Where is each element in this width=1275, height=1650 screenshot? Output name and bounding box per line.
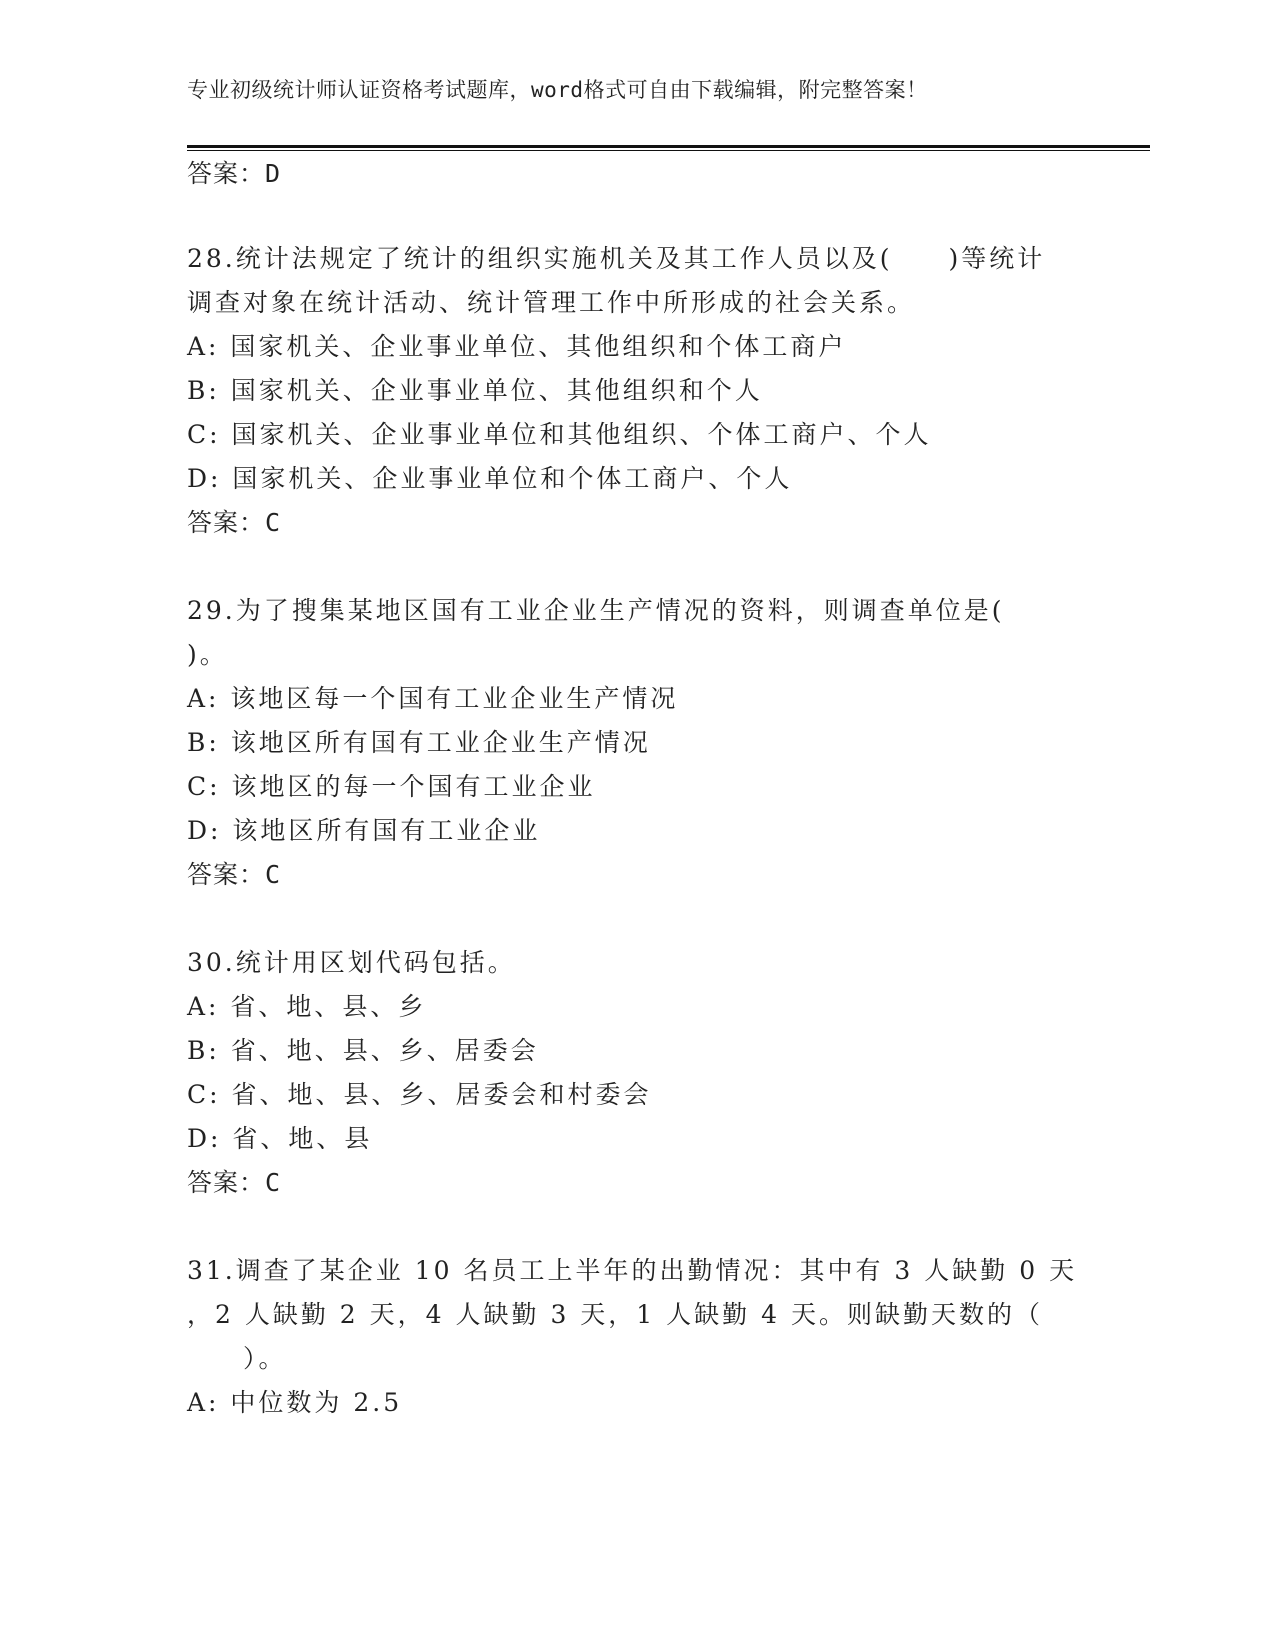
question-28-option-c: C: 国家机关、企业事业单位和其他组织、个体工商户、个人 xyxy=(187,420,932,449)
question-29-option-c: C: 该地区的每一个国有工业企业 xyxy=(187,772,596,801)
question-30-option-b: B: 省、地、县、乡、居委会 xyxy=(187,1036,539,1065)
question-28-option-a: A: 国家机关、企业事业单位、其他组织和个体工商户 xyxy=(187,332,847,361)
question-29-option-b: B: 该地区所有国有工业企业生产情况 xyxy=(187,728,651,757)
question-28-answer: 答案：C xyxy=(187,508,282,537)
question-29-answer: 答案：C xyxy=(187,860,282,889)
question-31-stem-line-1: 31.调查了某企业 10 名员工上半年的出勤情况：其中有 3 人缺勤 0 天 xyxy=(187,1256,1078,1285)
question-30-stem-line-1: 30.统计用区划代码包括。 xyxy=(187,948,516,977)
question-28-stem-line-2: 调查对象在统计活动、统计管理工作中所形成的社会关系。 xyxy=(187,288,916,317)
question-29-stem-line-2: )。 xyxy=(187,640,228,669)
question-30-option-d: D: 省、地、县 xyxy=(187,1124,373,1153)
page-header: 专业初级统计师认证资格考试题库，word格式可自由下载编辑，附完整答案！ xyxy=(187,78,928,102)
question-28-option-b: B: 国家机关、企业事业单位、其他组织和个人 xyxy=(187,376,763,405)
question-29-option-a: A: 该地区每一个国有工业企业生产情况 xyxy=(187,684,679,713)
question-31-option-a: A: 中位数为 2.5 xyxy=(187,1388,403,1417)
header-divider-thin xyxy=(187,150,1150,151)
question-30-option-c: C: 省、地、县、乡、居委会和村委会 xyxy=(187,1080,652,1109)
question-30-option-a: A: 省、地、县、乡 xyxy=(187,992,427,1021)
question-31-stem-line-2: ，2 人缺勤 2 天，4 人缺勤 3 天，1 人缺勤 4 天。则缺勤天数的（ xyxy=(187,1300,1043,1329)
question-31-stem-line-3: ）。 xyxy=(187,1344,287,1373)
question-28-stem-line-1: 28.统计法规定了统计的组织实施机关及其工作人员以及( )等统计 xyxy=(187,244,1046,273)
question-28-option-d: D: 国家机关、企业事业单位和个体工商户、个人 xyxy=(187,464,793,493)
question-30-answer: 答案：C xyxy=(187,1168,282,1197)
header-divider-thick xyxy=(187,145,1150,148)
answer-previous: 答案：D xyxy=(187,159,282,188)
question-29-stem-line-1: 29.为了搜集某地区国有工业企业生产情况的资料，则调查单位是( xyxy=(187,596,1005,625)
question-29-option-d: D: 该地区所有国有工业企业 xyxy=(187,816,541,845)
